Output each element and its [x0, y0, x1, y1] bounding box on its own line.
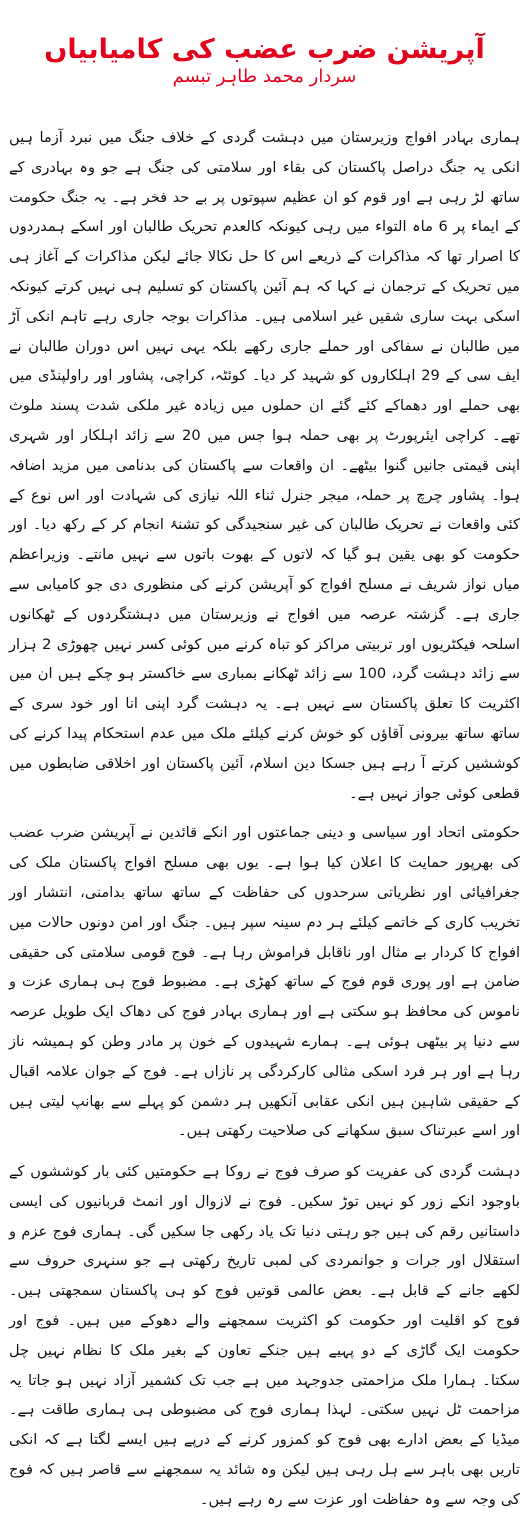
article-body — [9, 123, 520, 1524]
article-paragraph: دہشت گردی کی عفریت کو صرف فوج نے روکا ہے حکومتیں کئی بار کوششوں کے باوجود انکے زور کو نہیں توڑ سکیں۔ فوج نے لازوال اور انمٹ قربانیوں کی ایسی داستانیں رقم کی ہیں جو رہتی دنیا تک یاد رکھی جا سکیں گی۔ ہماری فوج عزم و استقلال اور جرات و جوانمردی کی لمبی تاریخ رکھتی ہے جو سنہری حروف سے لکھے جانے کے قابل ہے۔ بعض عالمی قوتیں فوج کو ہی پاکستان سمجھتی ہیں۔ فوج کو اقلیت اور حکومت کو اکثریت سمجھنے والے دھوکے میں ہیں۔ فوج اور حکومت ایک گاڑی کے دو پہیے ہیں جنکے تعاون کے بغیر ملک کا نظام نہیں چل سکتا۔ ہمارا ملک مزاحمتی جدوجہد میں ہے جب تک کشمیر آزاد نہیں ہو جاتا یہ مزاحمت ٹل نہیں سکتی۔ لہذا ہماری فوج کی مضبوطی ہی ہماری طاقت ہے۔ میڈیا کے بعض ادارے بھی فوج کو کمزور کرنے کے درپے ہیں ایسے لگتا ہے کہ انکی تاریں بھی باہر سے ہل رہی ہیں لیکن وہ شائد یہ سمجھنے سے قاصر ہیں کہ فوج کی وجہ سے وہ حفاظت اور عزت سے رہ رہے ہیں۔ — [9, 1163, 520, 1508]
author-byline: سردار محمد طاہر تبسم — [172, 66, 357, 87]
article-title: آپریشن ضرب عضب کی کامیابیاں — [44, 34, 485, 66]
article-paragraph: ہماری بہادر افواج وزیرستان میں دہشت گردی کے خلاف جنگ میں نبرد آزما ہیں انکی یہ جنگ دراصل پاکستان کی بقاء اور سلامتی کی جنگ ہے جو وہ بہادری کے ساتھ لڑ رہی ہے اور قوم کو ان عظیم سپوتوں پر بے حد فخر ہے۔ یہ جنگ حکومت کے ایماء پر 6 ماہ التواء میں رہی کیونکہ کالعدم تحریک طالبان اور اسکے ہمدردوں کا اصرار تھا کہ مذاکرات کے ذریعے اس کا حل نکالا جائے لیکن مذاکرات کے آغاز ہی میں تحریک کے ترجمان نے کہا کہ ہم آئین پاکستان کو تسلیم ہی نہیں کرتے کیونکہ اسکی بہت ساری شقیں غیر اسلامی ہیں۔ مذاکرات بوجہ جاری رہے تاہم انکی آڑ میں طالبان نے سفاکی اور حملے جاری رکھے بلکہ یہی نہیں اس دوران طالبان نے ایف سی کے 29 اہلکاروں کو شہید کر دیا۔ کوئٹہ، کراچی، پشاور اور راولپنڈی میں بھی حملے اور دھماکے کئے گئے ان حملوں میں زیادہ غیر ملکی شدت پسند ملوث تھے۔ کراچی ایئرپورٹ پر بھی حملہ ہوا جس میں 20 سے زائد اہلکار اور شہری اپنی قیمتی جانیں گنوا بیٹھے۔ ان واقعات سے پاکستان کی بدنامی میں مزید اضافہ ہوا۔ پشاور چرچ پر حملہ، میجر جنرل ثناء اللہ نیازی کی شہادت اور اس نوع کے کئی واقعات نے تحریک طالبان کی غیر سنجیدگی کو تشنۂ انجام کر کے رکھ دیا۔ اور حکومت کو بھی یقین ہو گیا کہ لاتوں کے بھوت باتوں سے نہیں مانتے۔ وزیراعظم میاں نواز شریف نے مسلح افواج کو آپریشن کرنے کی منظوری دی جو کامیابی سے جاری ہے۔ گزشتہ عرصہ میں افواج نے وزیرستان میں دہشتگردوں کے ٹھکانوں اسلحہ فیکٹریوں اور تربیتی مراکز کو تباہ کرنے میں کوئی کسر نہیں چھوڑی 2 ہزار سے زائد دہشت گرد، 100 سے زائد ٹھکانے بمباری سے خاکستر ہو چکے ہیں ان میں اکثریت کا تعلق پاکستان سے نہیں ہے۔ یہ دہشت گرد اپنی انا اور خود سری کے ساتھ ساتھ بیرونی آقاؤں کو خوش کرنے کیلئے ملک میں عدم استحکام پیدا کرنے کی کوششیں کرتے آ رہے ہیں جسکا دین اسلام، آئین پاکستان اور اخلاقی ضابطوں میں قطعی کوئی جواز نہیں ہے۔ — [9, 129, 521, 802]
article-paragraph: حکومتی اتحاد اور سیاسی و دینی جماعتوں اور انکے قائدین نے آپریشن ضرب عضب کی بھرپور حمایت کا اعلان کیا ہوا ہے۔ یوں بھی مسلح افواج پاکستان ملک کی جغرافیائی اور نظریاتی سرحدوں کی حفاظت کے ساتھ ساتھ بدامنی، انتشار اور تخریب کاری کے خاتمے کیلئے ہر دم سینہ سپر ہیں۔ جنگ اور امن دونوں حالات میں افواج کا کردار بے مثال اور ناقابل فراموش رہا ہے۔ فوج قومی سلامتی کی حقیقی ضامن ہے اور پوری قوم فوج کے ساتھ کھڑی ہے۔ مضبوط فوج ہی ہماری عزت و ناموس کی محافظ ہو سکتی ہے اور ہماری بہادر فوج کی دھاک ایک طویل عرصہ سے دنیا پر بیٹھی ہوئی ہے۔ ہمارے شہیدوں کے خون پر مادر وطن کو ہمیشہ ناز رہا ہے اور ہر فرد اسکی مثالی کارکردگی پر نازاں ہے۔ فوج کے جوان علامہ اقبال کے حقیقی شاہین ہیں انکی عقابی آنکھیں ہر دشمن کو پہلے سے بھانپ لیتی ہیں اور اسے عبرتناک سبق سکھانے کی صلاحیت رکھتی ہیں۔ — [9, 824, 520, 1140]
